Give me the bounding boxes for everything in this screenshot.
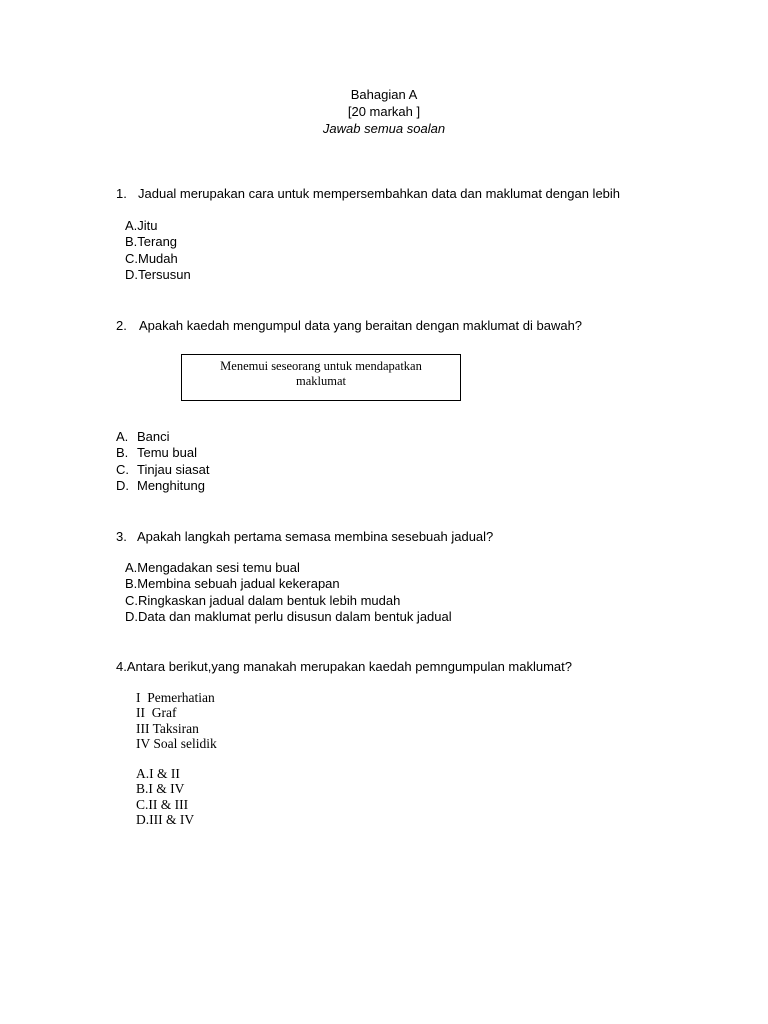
question-text: Apakah kaedah mengumpul data yang beraitan dengan maklumat di bawah? xyxy=(139,318,583,333)
question-text: Apakah langkah pertama semasa membina sesebuah jadual? xyxy=(137,529,494,544)
question-3 xyxy=(116,528,493,545)
question-text: Jadual merupakan cara untuk mempersembahkan data dan maklumat dengan lebih xyxy=(138,186,621,201)
option-a: A.Jitu xyxy=(125,218,158,233)
option-a: A.Mengadakan sesi temu bual xyxy=(125,560,300,575)
option-a: A.I & II xyxy=(136,766,180,781)
option-c: C.Ringkaskan jadual dalam bentuk lebih mudah xyxy=(125,592,401,608)
question-number: 1. xyxy=(116,186,127,201)
option-text: Banci xyxy=(137,429,170,444)
section-marks: [20 markah ] xyxy=(347,104,421,119)
option-letter: C. xyxy=(116,461,129,477)
option-c: C.Mudah xyxy=(125,250,178,266)
option-d: D.III & IV xyxy=(136,811,195,827)
question-3-options xyxy=(125,560,452,626)
option-letter: B. xyxy=(116,445,129,461)
question-text: 4.Antara berikut,yang manakah merupakan kaedah pemngumpulan maklumat? xyxy=(116,659,572,674)
item-i: I Pemerhatian xyxy=(136,690,215,705)
question-2-options xyxy=(116,429,210,495)
box-line-2: maklumat xyxy=(296,374,346,388)
option-d: D.Tersusun xyxy=(125,267,191,283)
box-line-1: Menemui seseorang untuk mendapatkan xyxy=(220,359,422,373)
option-letter: D. xyxy=(116,478,129,494)
question-4-options xyxy=(136,766,194,827)
option-b: B.Terang xyxy=(125,234,178,250)
option-text: Tinjau siasat xyxy=(137,461,210,477)
option-letter: A. xyxy=(116,429,129,444)
option-d: D.Data dan maklumat perlu disusun dalam bentuk jadual xyxy=(125,609,452,625)
question-1-options xyxy=(125,218,191,284)
option-text: Temu bual xyxy=(137,445,197,461)
item-ii: II Graf xyxy=(136,705,177,721)
question-2 xyxy=(116,317,582,334)
question-number: 2. xyxy=(116,318,127,333)
question-1 xyxy=(116,185,620,202)
question-4-items xyxy=(136,690,217,751)
question-4 xyxy=(116,658,572,675)
option-c: C.II & III xyxy=(136,796,189,812)
option-text: Menghitung xyxy=(137,478,205,494)
option-b: B.I & IV xyxy=(136,781,185,797)
section-title: Bahagian A xyxy=(350,87,418,102)
item-iv: IV Soal selidik xyxy=(136,735,217,751)
option-d xyxy=(116,478,210,494)
question-number: 3. xyxy=(116,529,127,544)
item-iii: III Taksiran xyxy=(136,720,199,736)
section-instruction: Jawab semua soalan xyxy=(322,121,446,136)
option-b: B.Membina sebuah jadual kekerapan xyxy=(125,576,340,592)
option-b xyxy=(116,445,210,461)
option-a xyxy=(116,429,210,445)
section-header xyxy=(0,86,768,137)
option-c xyxy=(116,462,210,478)
question-2-text-box xyxy=(181,354,461,401)
